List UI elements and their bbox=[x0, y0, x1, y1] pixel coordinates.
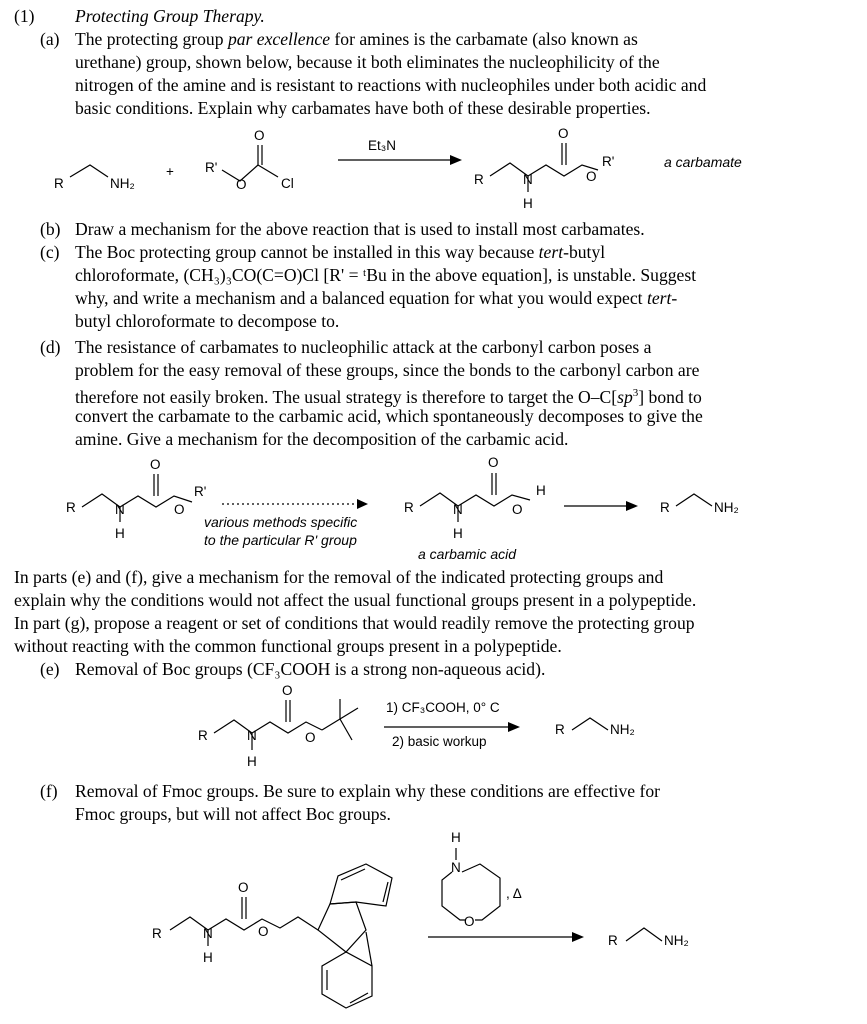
part-b-label: (b) bbox=[40, 219, 61, 239]
d-carbamate-carbonyl-o: O bbox=[150, 457, 161, 472]
chloroformate-carbonyl-o: O bbox=[254, 128, 265, 143]
part-f-label: (f) bbox=[40, 781, 58, 801]
d-amine-nh2: NH₂ bbox=[714, 500, 739, 515]
part-c-label: (c) bbox=[40, 242, 60, 262]
e-carbonyl-o: O bbox=[282, 683, 293, 698]
part-f-line-1: Removal of Fmoc groups. Be sure to explain why these conditions are effective for bbox=[75, 781, 661, 801]
product-r-prime: R' bbox=[602, 154, 615, 169]
part-a-line-2: urethane) group, shown below, because it both eliminates the nucleophilicity of the bbox=[75, 52, 660, 72]
chloroformate-ether-o: O bbox=[236, 177, 247, 192]
part-a-line-3: nitrogen of the amine and is resistant to reactions with nucleophiles under both acidic and bbox=[75, 75, 707, 95]
intro-line-1: In parts (e) and (f), give a mechanism for the removal of the indicated protecting groups and bbox=[14, 567, 664, 587]
question-number: (1) bbox=[14, 6, 35, 26]
e-condition-1: 1) CF₃COOH, 0° C bbox=[386, 700, 500, 715]
acid-o: O bbox=[512, 502, 523, 517]
chloroformate-cl: Cl bbox=[281, 176, 294, 191]
intro-line-4: without reacting with the common functional groups present in a polypeptide. bbox=[14, 636, 562, 656]
part-e-text: Removal of Boc groups (CF₃COOH is a strong non-aqueous acid). bbox=[75, 659, 546, 679]
product-r: R bbox=[474, 172, 484, 187]
part-c-line-1 bbox=[75, 241, 805, 264]
f-carbamate-n: N bbox=[203, 926, 213, 941]
part-d-text-3d: ] bond to bbox=[638, 386, 702, 407]
d-carbamate-r: R bbox=[66, 500, 76, 515]
morpholine-n: N bbox=[451, 860, 461, 875]
f-carbamate-h: H bbox=[203, 950, 213, 965]
part-a-text-1a: The protecting group bbox=[75, 29, 228, 49]
methods-note-2: to the particular R' group bbox=[204, 532, 357, 548]
d-carbamate-n: N bbox=[115, 502, 125, 517]
plus-sign: + bbox=[166, 164, 174, 179]
intro-line-2: explain why the conditions would not affect the usual functional groups present in a polypeptide. bbox=[14, 590, 697, 610]
part-c-line-4: butyl chloroformate to decompose to. bbox=[75, 311, 340, 331]
part-a-text-1b: par excellence bbox=[227, 29, 331, 49]
intro-line-3: In part (g), propose a reagent or set of conditions that would readily remove the protecting group bbox=[14, 613, 695, 633]
acid-r: R bbox=[404, 500, 414, 515]
d-carbamate-r-prime: R' bbox=[194, 484, 207, 499]
part-c-text-3a: why, and write a mechanism and a balanced equation for what you would expect bbox=[75, 288, 647, 308]
f-ether-o: O bbox=[258, 924, 269, 939]
part-c-text-1c: -butyl bbox=[563, 242, 606, 262]
acid-oh-h: H bbox=[536, 483, 546, 498]
product-carbonyl-o: O bbox=[558, 126, 569, 141]
methods-note-1: various methods specific bbox=[204, 514, 358, 530]
product-h: H bbox=[523, 196, 533, 211]
question-title: Protecting Group Therapy. bbox=[75, 6, 265, 26]
acid-carbonyl-o: O bbox=[488, 455, 499, 470]
morpholine-o: O bbox=[464, 914, 475, 929]
e-ether-o: O bbox=[305, 730, 316, 745]
d-carbamate-ether-o: O bbox=[174, 502, 185, 517]
part-c-text-1a: The Boc protecting group cannot be installed in this way because bbox=[75, 242, 539, 262]
part-a-line-4: basic conditions. Explain why carbamates have both of these desirable properties. bbox=[75, 98, 651, 118]
part-b-text: Draw a mechanism for the above reaction that is used to install most carbamates. bbox=[75, 219, 645, 239]
e-amine-r: R bbox=[555, 722, 565, 737]
chloroformate-r: R' bbox=[205, 160, 218, 175]
acid-n: N bbox=[453, 502, 463, 517]
acid-h: H bbox=[453, 526, 463, 541]
heat-symbol: , Δ bbox=[506, 886, 522, 901]
part-d-line-4: convert the carbamate to the carbamic acid, which spontaneously decomposes to give the bbox=[75, 406, 703, 426]
e-carbamate-r: R bbox=[198, 728, 208, 743]
product-ether-o: O bbox=[586, 169, 597, 184]
part-d-text-3b: sp bbox=[617, 386, 633, 407]
carbamic-acid-label: a carbamic acid bbox=[418, 546, 517, 562]
part-a-text-1c: for amines is the carbamate (also known as bbox=[330, 29, 638, 49]
amine-nh2: NH₂ bbox=[110, 176, 135, 191]
part-d-line-2: problem for the easy removal of these groups, since the bonds to the carbonyl carbon are bbox=[75, 360, 700, 380]
part-c-text-3b: tert- bbox=[646, 288, 678, 308]
product-n: N bbox=[523, 172, 533, 187]
d-carbamate-h: H bbox=[115, 526, 125, 541]
part-a-label: (a) bbox=[40, 29, 60, 49]
d-amine-r: R bbox=[660, 500, 670, 515]
e-carbamate-h: H bbox=[247, 754, 257, 769]
e-amine-nh2: NH₂ bbox=[610, 722, 635, 737]
part-d-line-1: The resistance of carbamates to nucleophilic attack at the carbonyl carbon poses a bbox=[75, 337, 652, 357]
part-d-text-3a: therefore not easily broken. The usual strategy is therefore to target the O–C[ bbox=[75, 386, 618, 407]
part-f-line-2: Fmoc groups, but will not affect Boc groups. bbox=[75, 804, 391, 824]
part-d-label: (d) bbox=[40, 337, 61, 357]
part-c-text-1b: tert bbox=[538, 242, 564, 262]
f-amine-r: R bbox=[608, 933, 618, 948]
morpholine-h: H bbox=[451, 830, 461, 845]
f-carbamate-r: R bbox=[152, 926, 162, 941]
part-d-line-5: amine. Give a mechanism for the decomposition of the carbamic acid. bbox=[75, 429, 569, 449]
carbamate-label: a carbamate bbox=[664, 154, 742, 170]
part-c-line-3 bbox=[75, 287, 805, 310]
part-e-label: (e) bbox=[40, 659, 60, 679]
reagent-et3n: Et₃N bbox=[368, 138, 397, 153]
f-amine-nh2: NH₂ bbox=[664, 933, 689, 948]
e-carbamate-n: N bbox=[247, 728, 257, 743]
f-carbonyl-o: O bbox=[238, 880, 249, 895]
part-c-line-2: chloroformate, (CH₃)₃CO(C=O)Cl [R' = ᵗBu in the above equation], is unstable. Suggest bbox=[75, 265, 697, 285]
amine-r: R bbox=[54, 176, 64, 191]
part-d-text-3c: 3 bbox=[632, 387, 639, 399]
e-condition-2: 2) basic workup bbox=[392, 734, 487, 749]
part-a-line-1 bbox=[75, 28, 805, 51]
